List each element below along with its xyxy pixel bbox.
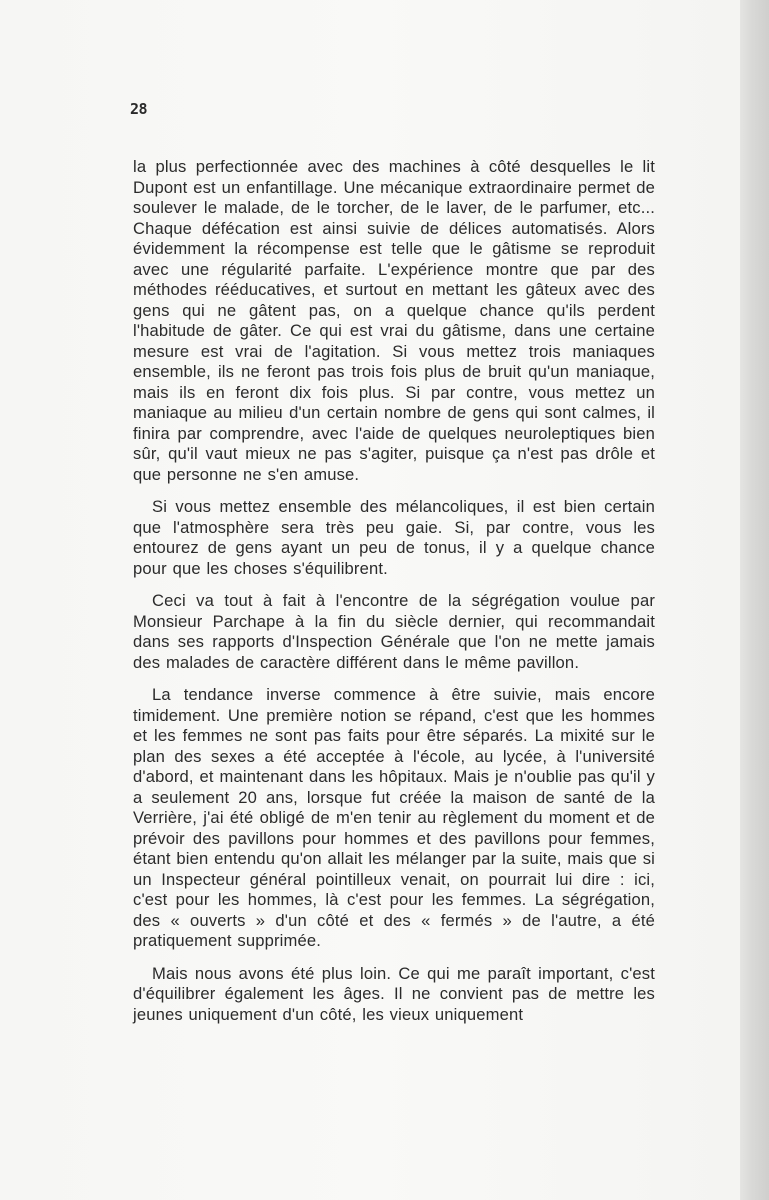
paragraph-2: Si vous mettez ensemble des mélancoliques, il est bien certain que l'atmosphère sera très peu gaie. Si, par contre, vous les entourez de gens ayant un peu de tonus, il y a quelque chance pour que les choses s'équilibrent. [133, 497, 655, 578]
paragraph-1: la plus perfectionnée avec des machines à côté desquelles le lit Dupont est un enfantillage. Une mécanique extraordinaire permet de soulever le malade, de le torcher, de le laver, de le parfumer, etc... Chaque défécation est ainsi suivie de délices automatisés. Alors évidemment la récompense est telle que le gâtisme se reproduit avec une régularité parfaite. L'expérience montre que par des méthodes rééducatives, et surtout en mettant les gâteux avec des gens qui ne gâtent pas, on a quelque chance qu'ils perdent l'habitude de gâter. Ce qui est vrai du gâtisme, dans une certaine mesure est vrai de l'agitation. Si vous mettez trois maniaques ensemble, ils ne feront pas trois fois plus de bruit qu'un maniaque, mais ils en feront dix fois plus. Si par contre, vous mettez un maniaque au milieu d'un certain nombre de gens qui sont calmes, il finira par comprendre, avec l'aide de quelques neuroleptiques bien sûr, qu'il vaut mieux ne pas s'agiter, puisque ça n'est pas drôle et que personne ne s'en amuse. [133, 157, 655, 484]
paragraph-4: La tendance inverse commence à être suivie, mais encore timidement. Une première notion se répand, c'est que les hommes et les femmes ne sont pas faits pour être séparés. La mixité sur le plan des sexes a été acceptée à l'école, au lycée, à l'université d'abord, et maintenant dans les hôpitaux. Mais je n'oublie pas qu'il y a seulement 20 ans, lorsque fut créée la maison de santé de la Verrière, j'ai été obligé de m'en tenir au règlement du moment et de prévoir des pavillons pour hommes et des pavillons pour femmes, étant bien entendu qu'on allait les mélanger par la suite, mais que si un Inspecteur général pointilleux venait, on pourrait lui dire : ici, c'est pour les hommes, là c'est pour les femmes. La ségrégation, des « ouverts » d'un côté et des « fermés » de l'autre, a été pratiquement supprimée. [133, 685, 655, 950]
body-text [133, 157, 655, 1025]
page-edge-shadow [740, 0, 769, 1200]
paragraph-3: Ceci va tout à fait à l'encontre de la ségrégation voulue par Monsieur Parchape à la fin du siècle dernier, qui recommandait dans ses rapports d'Inspection Générale que l'on ne mette jamais des malades de caractère différent dans le même pavillon. [133, 591, 655, 672]
page-number: 28 [130, 100, 148, 118]
paragraph-5: Mais nous avons été plus loin. Ce qui me paraît important, c'est d'équilibrer également les âges. Il ne convient pas de mettre les jeunes uniquement d'un côté, les vieux uniquement [133, 963, 655, 1024]
